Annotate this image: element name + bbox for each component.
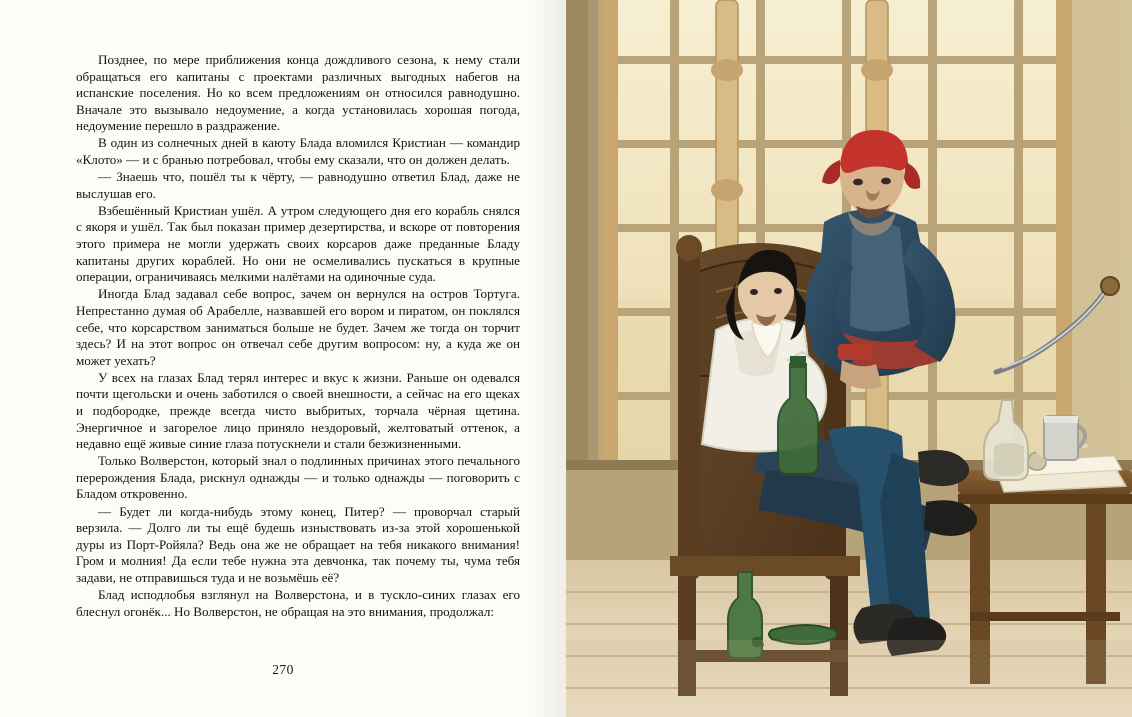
paragraph: У всех на глазах Блад терял интерес и вкус к жизни. Раньше он одевался почти щегольски и очень заботился о своей внешности, а сейчас на его щеках и подбородке, прежде всегда чисто выбритых, торчала чёрная щетина. Энергичное и загорелое лицо приняло нездоровый, желтоватый оттенок, а недавно ещё живые синие глаза потускнели и стали безжизненными.: [76, 369, 520, 452]
body-text-column: [76, 52, 520, 621]
page-number: 270: [272, 662, 294, 677]
paragraph: Блад исподлобья взглянул на Волверстона, и в тускло-синих глазах его блеснул огонёк... Но Волверстон, не обращая на это внимания, продолжал:: [76, 587, 520, 619]
paragraph: — Знаешь что, пошёл ты к чёрту, — равнодушно ответил Блад, даже не выслушав его.: [76, 169, 520, 201]
paragraph: Только Волверстон, который знал о подлинных причинах этого печального перерождения Блада, рискнул однажды — и только однажды — поговорить с Бладом откровенно.: [76, 453, 520, 502]
pewter-mug: [1044, 416, 1085, 460]
paragraph: — Будет ли когда-нибудь этому конец, Питер? — проворчал старый верзила. — Долго ли ты ещё будешь изныствовать из-за этой хорошенькой дуры из Порт-Ройяла? Ведь она же не обращает на тебя никакого внимания! Гром и молния! Да если тебе нужна эта девчонка, так почему ты, чума тебя задави, не отправишься туда и не возьмёшь её?: [76, 503, 520, 585]
right-illustration-page: [566, 0, 1132, 717]
paragraph: Позднее, по мере приближения конца дождливого сезона, к нему стали обращаться его капитаны с проектами различных выгодных набегов на испанские поселения. Но ко всем предложениям он относился равнодушно. Вначале это вызывало недоумение, а когда установилась хорошая погода, недоумение перешло в раздражение.: [76, 52, 520, 134]
pirate-cabin-illustration: [566, 0, 1132, 717]
paragraph: В один из солнечных дней в каюту Блада вломился Кристиан — командир «Клото» — и с бранью потребовал, чтобы ему сказали, что он должен делать.: [76, 135, 520, 168]
paragraph: Иногда Блад задавал себе вопрос, зачем он вернулся на остров Тортуга. Непрестанно думая об Арабелле, назвавшей его вором и пиратом, он поклялся себе, что корсарством заниматься больше не будет. Зачем же тогда он торчит здесь? И на этот вопрос он отвечал себе другим вопросом: ну, а куда же он может уехать?: [76, 286, 520, 368]
paragraph: Взбешённый Кристиан ушёл. А утром следующего дня его корабль снялся с якоря и ушёл. Так был показан пример дезертирства, и вскоре от повторения этого примера не могли удержать своих корсаров даже преданные Бладу капитаны других кораблей. Но они не осмеливались пускаться в крупные операции, ограничиваясь мелкими налётами на одиночные суда.: [76, 202, 520, 285]
